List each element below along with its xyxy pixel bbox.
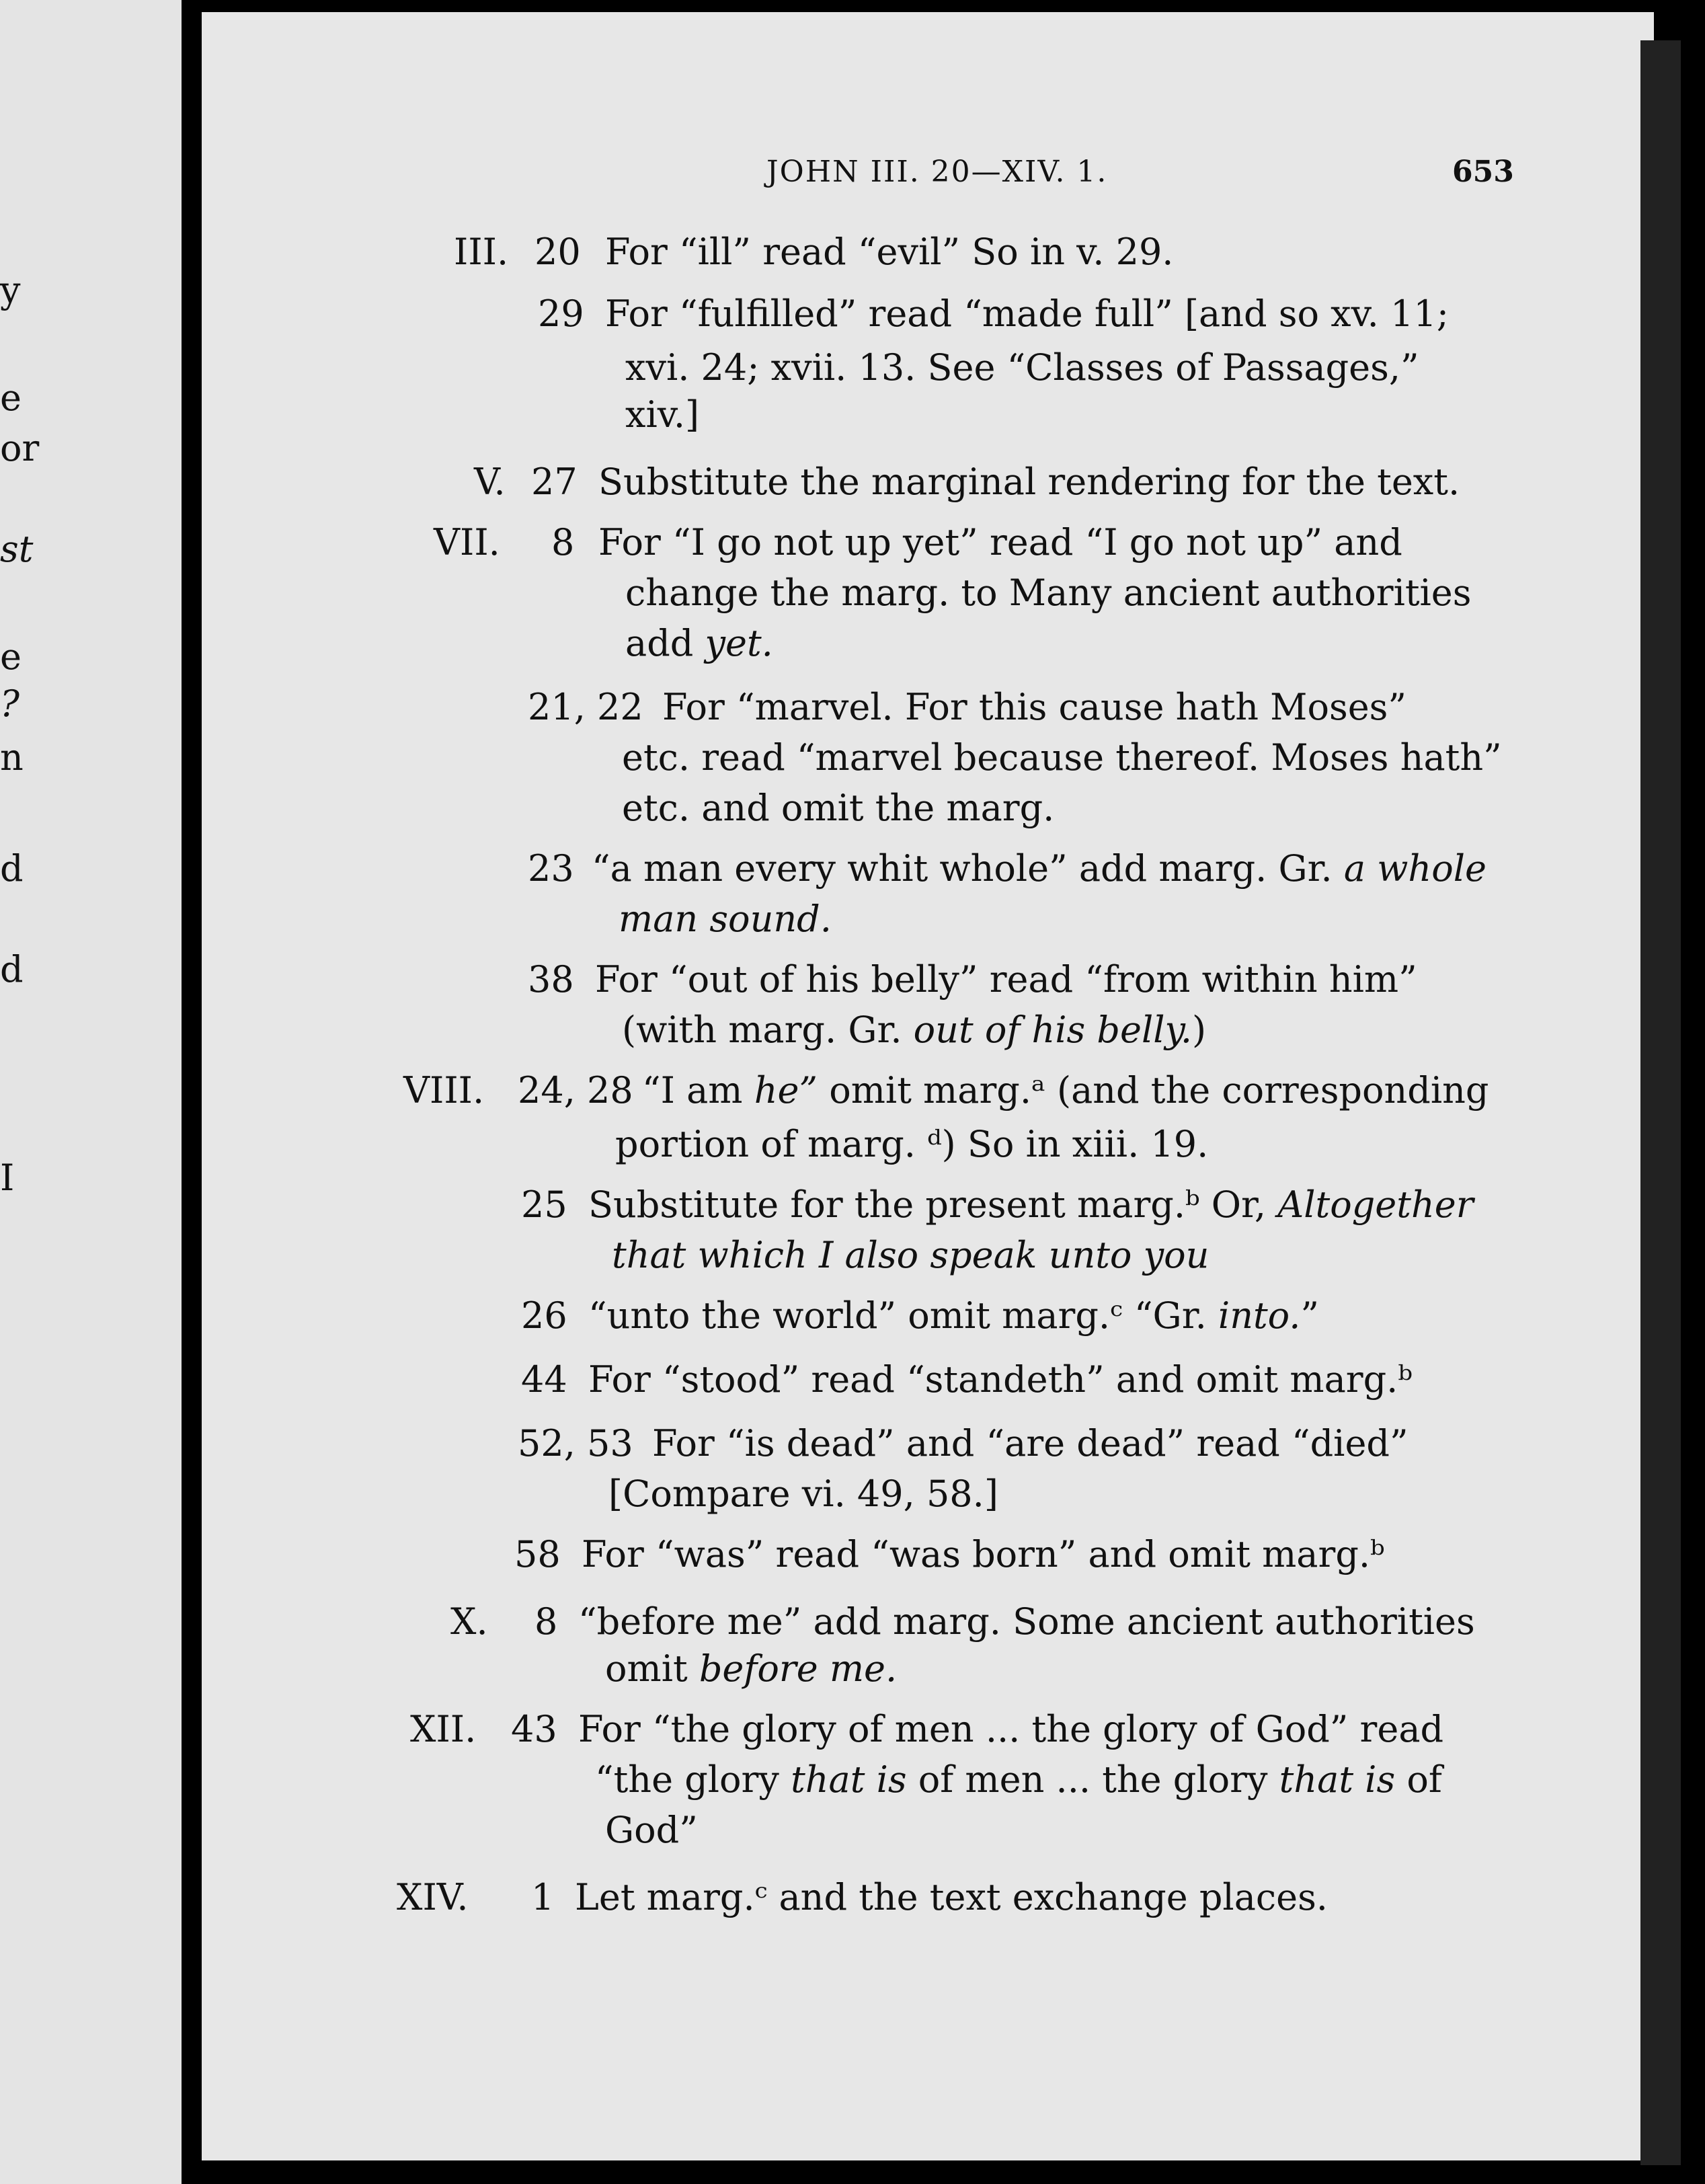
verse-number: 44: [521, 1358, 567, 1401]
entry-italic: into.: [1218, 1294, 1301, 1337]
entry-segment: (with marg. Gr.: [622, 1009, 902, 1051]
entry-italic: that which I also speak unto you: [612, 1234, 1210, 1276]
verse-number: 29: [538, 292, 584, 335]
entry-segment: “a man every whit whole” add marg. Gr.: [592, 847, 1333, 890]
fragment: ?: [0, 682, 19, 725]
entry-text: [605, 1647, 898, 1690]
fragment: e: [0, 635, 22, 678]
entry-segment: of: [1406, 1758, 1442, 1801]
entry-segment: Substitute for the present marg.ᵇ Or,: [588, 1183, 1267, 1226]
entry-text: xiv.]: [625, 393, 700, 436]
entry-text: change the marg. to Many ancient authorities: [625, 572, 1472, 614]
entry-text: [595, 1758, 1442, 1801]
entry-italic: a whole: [1343, 847, 1486, 890]
entry-text: [622, 1009, 1207, 1051]
fragment: e: [0, 377, 22, 419]
verse-number: 27: [531, 461, 578, 503]
verse-number: 23: [528, 847, 574, 890]
entry-text: For “ill” read “evil” So in v. 29.: [605, 231, 1174, 273]
fragment: I: [0, 1157, 15, 1199]
entry-italic: Altogether: [1277, 1183, 1474, 1226]
verse-number: 38: [528, 958, 574, 1001]
entry-text: [Compare vi. 49, 58.]: [608, 1473, 998, 1515]
entry-text: [588, 1294, 1320, 1337]
page-title: JOHN III. 20—XIV. 1.: [766, 155, 1108, 189]
chapter-number: VIII.: [403, 1069, 485, 1112]
entry-segment: “I am: [642, 1069, 743, 1112]
entry-text: [588, 1183, 1474, 1226]
entry-text: For “out of his belly” read “from within him”: [595, 958, 1417, 1001]
entry-text: Substitute the marginal rendering for the text.: [598, 461, 1460, 503]
entry-segment: “the glory: [595, 1758, 779, 1801]
chapter-number: V.: [474, 461, 506, 503]
entry-segment: ”: [1300, 1294, 1320, 1337]
entry-text: etc. read “marvel because thereof. Moses hath”: [622, 736, 1502, 779]
entry-text: Let marg.ᶜ and the text exchange places.: [575, 1876, 1328, 1918]
verse-number: 58: [514, 1533, 561, 1575]
entry-text: God”: [605, 1809, 698, 1851]
fragment: d: [0, 847, 24, 890]
entry-text: [625, 622, 773, 664]
page-number: 653: [1452, 155, 1514, 189]
chapter-number: VII.: [434, 521, 500, 563]
entry-text: portion of marg. ᵈ) So in xiii. 19.: [615, 1123, 1209, 1165]
entry-segment: omit marg.ᵃ (and the corresponding: [829, 1069, 1489, 1112]
entry-italic: man sound.: [619, 898, 832, 940]
chapter-number: X.: [450, 1600, 488, 1643]
entry-text: For “stood” read “standeth” and omit marg.ᵇ: [588, 1358, 1413, 1401]
verse-number: 1: [531, 1876, 555, 1918]
entry-italic: he”: [754, 1069, 818, 1112]
entry-text: xvi. 24; xvii. 13. See “Classes of Passages,”: [625, 346, 1419, 389]
verse-number: 8: [551, 521, 575, 563]
fragment: n: [0, 736, 24, 779]
verse-number: 24, 28: [518, 1069, 633, 1112]
chapter-number: III.: [454, 231, 509, 273]
verse-number: 21, 22: [528, 686, 643, 728]
entry-text: “before me” add marg. Some ancient authorities: [578, 1600, 1475, 1643]
entry-italic: that is: [1279, 1758, 1396, 1801]
entry-segment: omit: [605, 1647, 688, 1690]
entry-italic: yet.: [705, 622, 773, 664]
fragment: d: [0, 948, 24, 990]
entry-segment: ): [1191, 1009, 1207, 1051]
verse-number: 20: [534, 231, 581, 273]
entry-segment: of men ... the glory: [918, 1758, 1268, 1801]
fragment: y: [0, 269, 21, 311]
verse-number: 25: [521, 1183, 567, 1226]
entry-italic: before me.: [699, 1647, 898, 1690]
chapter-number: XIV.: [397, 1876, 469, 1918]
fragment: st: [0, 528, 34, 570]
fragment: or: [0, 427, 40, 469]
entry-text: For “I go not up yet” read “I go not up” and: [598, 521, 1402, 563]
entry-text: For “marvel. For this cause hath Moses”: [662, 686, 1406, 728]
verse-number: 52, 53: [518, 1422, 633, 1465]
verse-number: 8: [534, 1600, 558, 1643]
chapter-number: XII.: [410, 1708, 477, 1750]
verse-number: 43: [511, 1708, 557, 1750]
entry-italic: out of his belly.: [913, 1009, 1192, 1051]
entry-text: For “the glory of men ... the glory of God” read: [578, 1708, 1444, 1750]
entry-segment: “unto the world” omit marg.ᶜ “Gr.: [588, 1294, 1207, 1337]
verse-number: 26: [521, 1294, 567, 1337]
entry-text: [592, 847, 1486, 890]
entry-italic: that is: [791, 1758, 907, 1801]
entry-text: For “fulfilled” read “made full” [and so xv. 11;: [605, 292, 1449, 335]
entry-text: For “was” read “was born” and omit marg.ᵇ: [582, 1533, 1385, 1575]
entry-word: add: [625, 622, 694, 664]
entry-text: etc. and omit the marg.: [622, 787, 1055, 829]
entry-text: [642, 1069, 1489, 1112]
entry-text: For “is dead” and “are dead” read “died”: [652, 1422, 1409, 1465]
